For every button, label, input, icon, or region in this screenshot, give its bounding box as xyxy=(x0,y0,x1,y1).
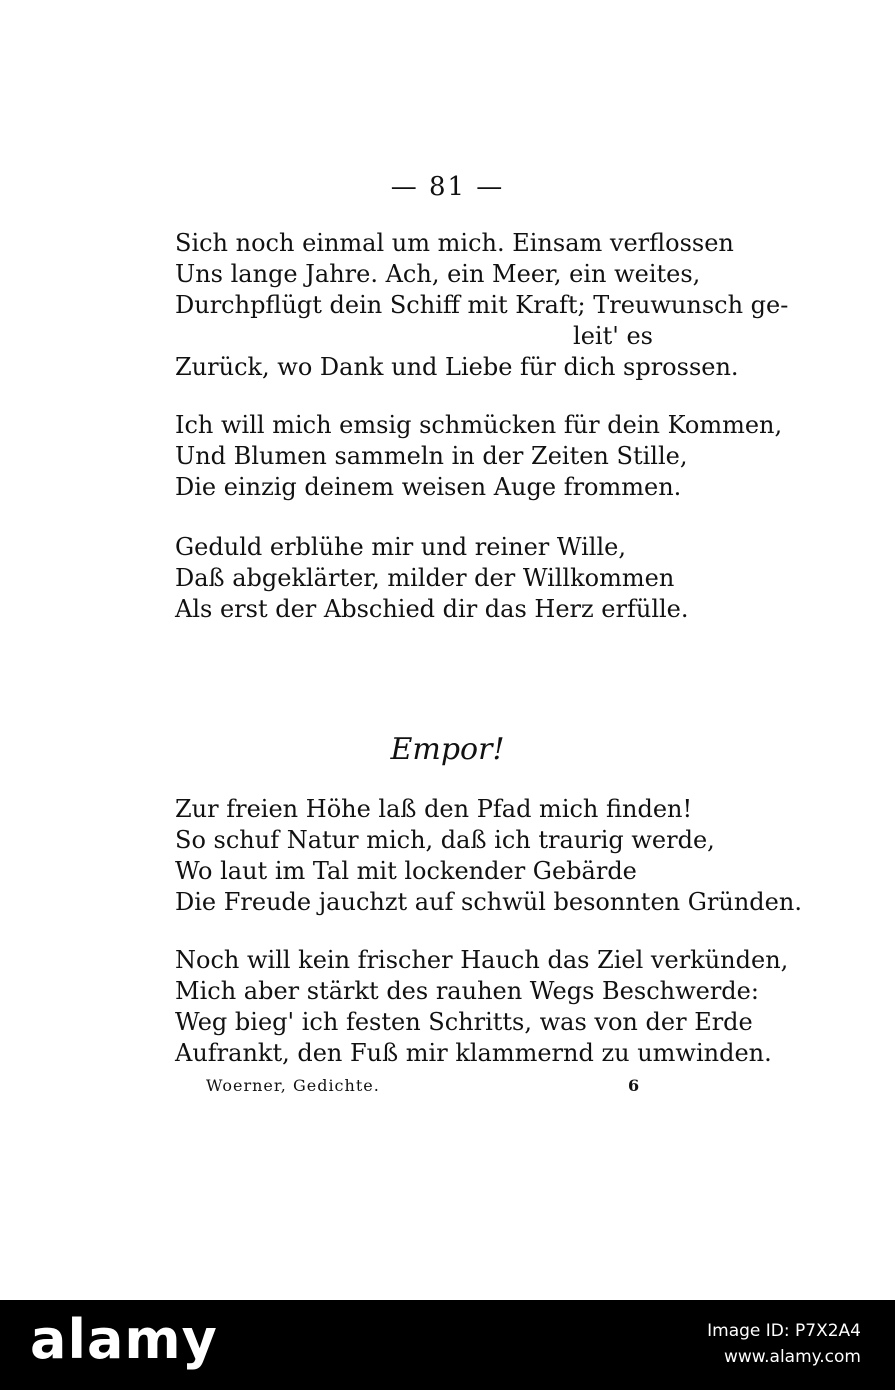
stanza xyxy=(175,532,755,625)
verse-line: Ich will mich emsig schmücken für dein Kommen, xyxy=(175,411,783,439)
verse-line: Noch will kein frischer Hauch das Ziel verkünden, xyxy=(175,946,789,974)
stock-image-info xyxy=(707,1318,861,1370)
verse-line: Geduld erblühe mir und reiner Wille, xyxy=(175,533,626,561)
stanza xyxy=(175,794,802,918)
printer-signature: Woerner, Gedichte. xyxy=(206,1076,380,1095)
sheet-number: 6 xyxy=(628,1076,641,1095)
verse-line: Mich aber stärkt des rauhen Wegs Beschwerde: xyxy=(175,977,759,1005)
verse-line: Die einzig deinem weisen Auge frommen. xyxy=(175,473,682,501)
verse-line: So schuf Natur mich, daß ich traurig werde, xyxy=(175,826,715,854)
verse-line-continuation: leit' es xyxy=(573,322,653,350)
alamy-logo: alamy xyxy=(30,1308,218,1371)
verse-line: Sich noch einmal um mich. Einsam verflossen xyxy=(175,229,734,257)
image-id-label: Image ID: P7X2A4 xyxy=(707,1321,861,1341)
verse-line: Die Freude jauchzt auf schwül besonnten Gründen. xyxy=(175,888,802,916)
verse-line: Durchpflügt dein Schiff mit Kraft; Treuwunsch ge- xyxy=(175,291,789,319)
verse-line: Als erst der Abschied dir das Herz erfülle. xyxy=(175,595,689,623)
stanza xyxy=(175,228,789,383)
stanza xyxy=(175,945,789,1069)
verse-line: Zurück, wo Dank und Liebe für dich sprossen. xyxy=(175,353,739,381)
page-number: — 81 — xyxy=(390,172,505,202)
verse-line: Weg bieg' ich festen Schritts, was von der Erde xyxy=(175,1008,753,1036)
verse-line: Und Blumen sammeln in der Zeiten Stille, xyxy=(175,442,688,470)
verse-line: Zur freien Höhe laß den Pfad mich finden! xyxy=(175,795,693,823)
stanza xyxy=(175,410,783,503)
verse-line: Uns lange Jahre. Ach, ein Meer, ein weites, xyxy=(175,260,701,288)
verse-line: Daß abgeklärter, milder der Willkommen xyxy=(175,564,675,592)
verse-line: Aufrankt, den Fuß mir klammernd zu umwinden. xyxy=(175,1039,772,1067)
verse-line: Wo laut im Tal mit lockender Gebärde xyxy=(175,857,637,885)
site-url: www.alamy.com xyxy=(723,1347,861,1367)
poem-title: Empor! xyxy=(390,732,505,767)
stock-watermark-bar xyxy=(0,1300,895,1390)
